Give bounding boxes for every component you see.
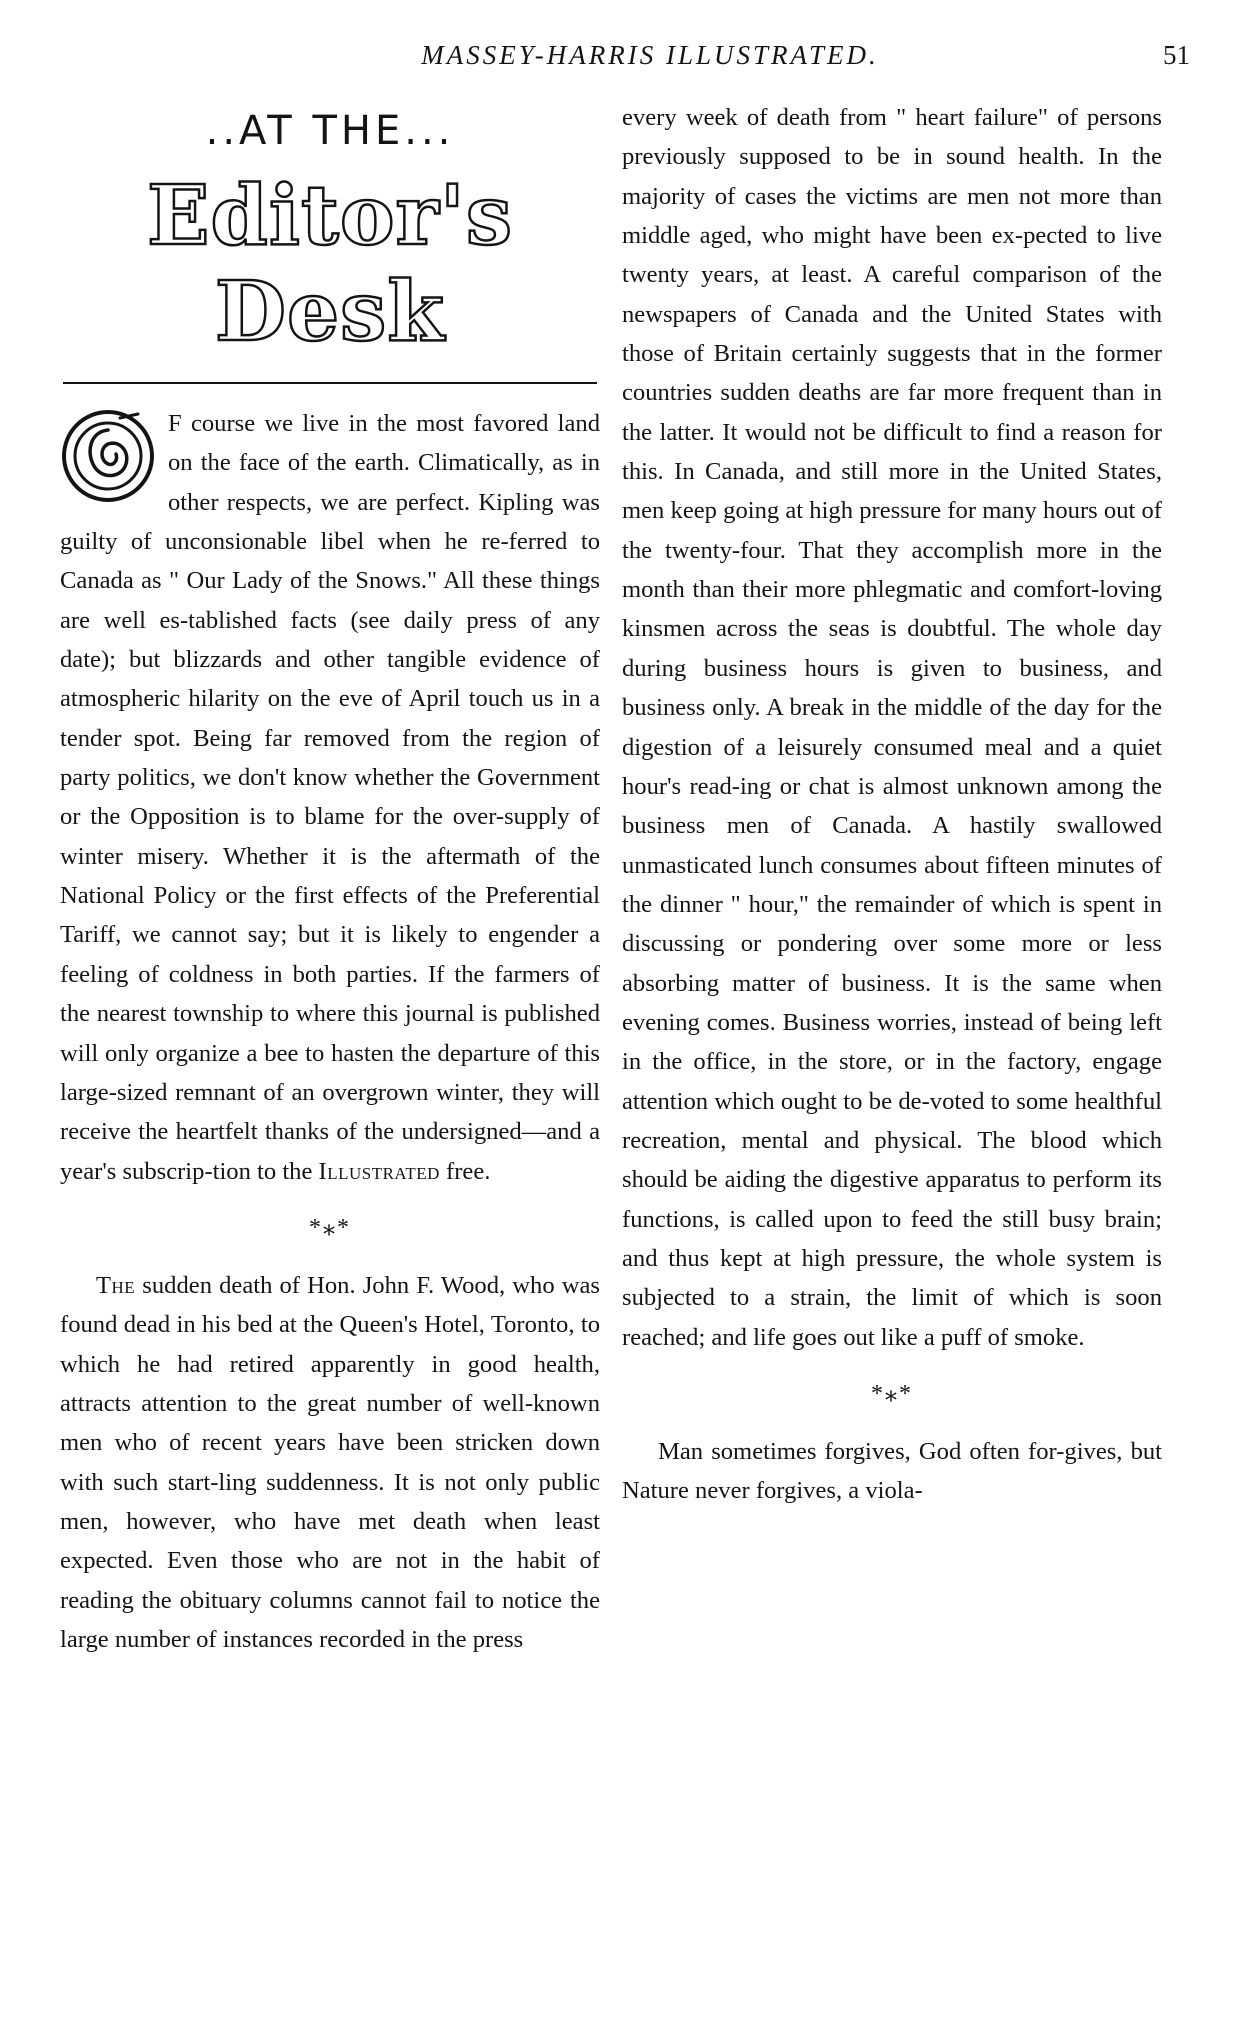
section-heading [60,106,600,384]
paragraph-2-lead: The [96,1271,136,1299]
heading-title: Editor's Desk [146,168,514,360]
illustrated-word: Illustrated [318,1157,440,1185]
article-paragraph-2 [60,1266,600,1659]
section-separator-2: *⁎* [871,1381,913,1407]
paragraph-2-text: sudden death of Hon. John F. Wood, who was found dead in his bed at the Queen's Hotel, Toronto, to which he had retired apparently in good health, attracts attention to the great number of well-known men who of recent years have been stricken down with such start-ling suddenness. It is not only public men, however, who have met death when least expected. Even those who are not in the habit of reading the obituary columns cannot fail to notice the large number of instances recorded in the press [60,1271,600,1653]
page-number: 51 [1163,40,1190,70]
heading-kicker: ..AT THE... [205,108,455,154]
article-paragraph-3: every week of death from " heart failure" of persons previously supposed to be in sound health. In the majority of cases the victims are men not more than middle aged, who might have been ex-pected to live twenty years, at least. A careful comparison of the newspapers of Canada and the United States with those of Britain certainly suggests that in the former countries sudden deaths are far more frequent than in the latter. It would not be difficult to find a reason for this. In Canada, and still more in the United States, men keep going at high pressure for many hours out of the twenty-four. That they accomplish more in the month than their more phlegmatic and comfort-loving kinsmen across the seas is doubtful. The whole day during business hours is given to business, and business only. A break in the middle of the day for the digestion of a leisurely consumed meal and a quiet hour's read-ing or chat is almost unknown among the business men of Canada. A hastily swallowed unmasticated lunch consumes about fifteen minutes of the dinner " hour," the remainder of which is spent in discussing or pondering over some more or less absorbing matter of business. It is the same when evening comes. Business worries, instead of being left in the office, in the store, or in the factory, engage attention which ought to be de-voted to some healthful recreation, mental and physical. The blood which should be aiding the digestive apparatus to perform its functions, is called upon to feed the still busy brain; and thus kept at high pressure, the whole system is subjected to a strain, the limit of which is soon reached; and life goes out like a puff of smoke. [622,104,1162,1351]
left-column [60,100,600,1659]
paragraph-1-text: F course we live in the most favored land on the face of the earth. Climatically, as in other respects, we are perfect. Kipling was guilty of unconsionable libel when he re-ferred to Canada as " Our Lady of the Snows." All these things are well es-tablished facts (see daily press of any date); but blizzards and other tangible evidence of atmospheric hilarity on the eve of April touch us in a tender spot. Being far removed from the region of party politics, we don't know whether the Government or the Opposition is to blame for the over-supply of winter misery. Whether it is the aftermath of the National Policy or the first effects of the Preferential Tariff, we cannot say; but it is likely to engender a feeling of coldness in both parties. If the farmers of the nearest township to where this journal is published will only organize a bee to hasten the departure of this large-sized remnant of an overgrown winter, they will receive the heartfelt thanks of the undersigned—and a year's subscrip-tion to the [60,410,600,1185]
heading-rule [63,382,597,384]
paragraph-1-end: free. [439,1157,491,1185]
article-paragraph-4: Man sometimes forgives, God often for-gives, but Nature never forgives, a viola- [622,1438,1162,1505]
article-paragraph-1 [60,404,600,1191]
running-title: MASSEY-HARRIS ILLUSTRATED. [421,40,879,70]
section-separator-1: *⁎* [309,1214,351,1241]
right-column [622,98,1162,1511]
running-header [60,40,1190,80]
ornamental-o-icon [60,408,156,504]
